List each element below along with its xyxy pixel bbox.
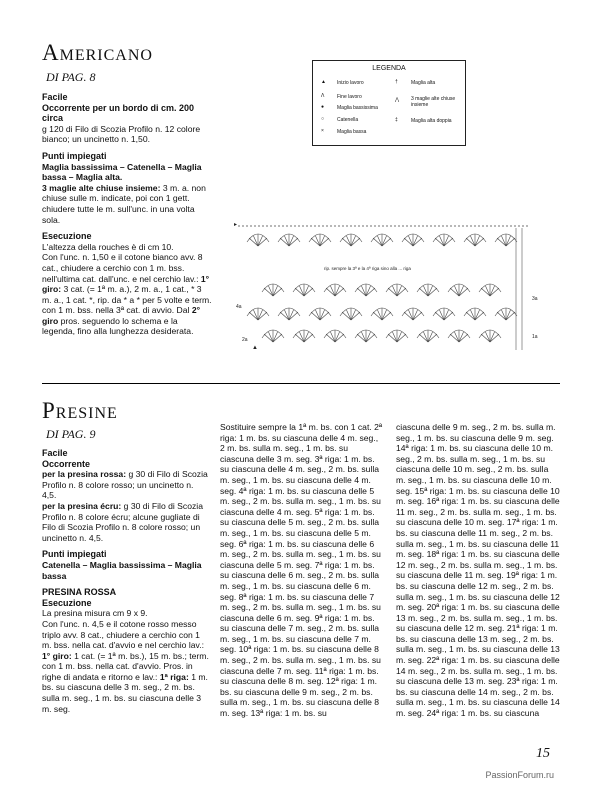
stitch-mark bbox=[258, 310, 263, 320]
legend-item-tr: Maglia alta doppia bbox=[411, 118, 452, 124]
stitch-mark bbox=[289, 310, 294, 320]
stitch-mark bbox=[382, 312, 391, 320]
stitch-mark bbox=[486, 286, 491, 296]
stitch-mark bbox=[304, 286, 309, 296]
stitch-mark bbox=[440, 310, 445, 320]
stitch-mark bbox=[342, 312, 351, 320]
esecuzione-heading: Esecuzione bbox=[42, 231, 92, 242]
stitch-mark bbox=[280, 312, 289, 320]
crochet-diagram bbox=[228, 208, 558, 358]
stitch-mark bbox=[490, 334, 499, 342]
stitch-mark bbox=[424, 286, 429, 296]
stitch-mark bbox=[435, 312, 444, 320]
stitch-mark bbox=[393, 286, 398, 296]
label-4a: 4a bbox=[236, 304, 242, 310]
stitch-mark bbox=[331, 332, 336, 342]
stitch-mark bbox=[419, 334, 428, 342]
stitch-mark bbox=[413, 236, 418, 246]
stitch-mark bbox=[419, 288, 428, 296]
stitch-mark bbox=[366, 286, 371, 296]
stitch-mark bbox=[335, 334, 344, 342]
diagram-vertical-lines bbox=[516, 228, 522, 350]
stitch-mark bbox=[300, 332, 305, 342]
stitch-mark bbox=[490, 286, 495, 296]
stitch-mark bbox=[444, 312, 453, 320]
stitch-mark bbox=[466, 238, 475, 246]
stitch-mark bbox=[382, 236, 387, 246]
diagram-svg bbox=[228, 208, 558, 358]
occ-ecru bbox=[42, 501, 210, 543]
stitch-mark bbox=[409, 310, 414, 320]
stitch-mark bbox=[459, 332, 464, 342]
stitch-mark bbox=[424, 332, 429, 342]
punti-list: Maglia bassissima – Catenella – Maglia bassa – Maglia alta. bbox=[42, 161, 202, 183]
stitch-mark bbox=[486, 332, 491, 342]
presine-column-3 bbox=[396, 422, 560, 719]
stitch-mark bbox=[273, 288, 282, 296]
americano-subtitle: DI PAG. 8 bbox=[46, 70, 96, 84]
stitch-mark bbox=[373, 312, 382, 320]
stitch-mark bbox=[269, 332, 274, 342]
stitch-mark bbox=[459, 288, 468, 296]
label-1a: 1a bbox=[532, 334, 538, 340]
presina-rossa-heading: PRESINA ROSSA bbox=[42, 587, 117, 598]
stitch-mark bbox=[506, 310, 511, 320]
esec-part-b: Con l'unc. n. 1,50 e il cotone bianco avv. 8 cat., chiudere a cerchio con 1 m. bss. nell'ultima cat. dall'unc. e nel cerchio lav.: bbox=[42, 252, 203, 284]
stitch-mark bbox=[264, 288, 273, 296]
legend-box bbox=[312, 60, 466, 146]
presine-column-2 bbox=[220, 422, 384, 719]
stitch-mark bbox=[362, 286, 367, 296]
presine-occ-heading: Occorrente bbox=[42, 458, 91, 469]
stitch-mark bbox=[258, 236, 263, 246]
presine-level: Facile bbox=[42, 448, 68, 458]
stitch-mark bbox=[331, 286, 336, 296]
stitch-mark bbox=[497, 312, 506, 320]
page-number: 15 bbox=[536, 746, 550, 761]
presine-subtitle: DI PAG. 9 bbox=[46, 427, 96, 441]
stitch-mark bbox=[304, 288, 313, 296]
stitch-mark bbox=[409, 236, 414, 246]
legend-slipstitch-icon: ● bbox=[321, 104, 325, 110]
stitch-mark bbox=[397, 286, 402, 296]
c1-riga1: 1ª riga: bbox=[159, 671, 189, 682]
stitch-mark bbox=[481, 288, 490, 296]
legend-title: LEGENDA bbox=[372, 65, 406, 72]
stitch-mark bbox=[289, 312, 298, 320]
stitch-mark bbox=[444, 238, 453, 246]
stitch-mark bbox=[351, 310, 356, 320]
stitch-mark bbox=[347, 310, 352, 320]
stitch-mark bbox=[285, 310, 290, 320]
giro1-label: 1° giro: bbox=[42, 273, 210, 295]
occ-ecru-label: per la presina écru: bbox=[42, 500, 122, 511]
occ-rossa bbox=[42, 469, 210, 501]
stitch-mark bbox=[475, 238, 484, 246]
stitch-mark bbox=[413, 312, 422, 320]
stitch-mark bbox=[273, 286, 278, 296]
stitch-mark bbox=[335, 332, 340, 342]
stitch-mark bbox=[273, 332, 278, 342]
occorrente-heading: Occorrente per un bordo di cm. 200 circa bbox=[42, 102, 195, 124]
americano-text-column bbox=[42, 92, 212, 337]
stitch-mark bbox=[440, 236, 445, 246]
stitch-mark bbox=[471, 310, 476, 320]
stitch-mark bbox=[351, 236, 356, 246]
stitch-mark bbox=[459, 286, 464, 296]
presine-punti-heading: Punti impiegati bbox=[42, 549, 107, 560]
stitch-mark bbox=[320, 312, 329, 320]
maglie-paragraph bbox=[42, 183, 212, 225]
stitch-mark bbox=[475, 310, 480, 320]
stitch-mark bbox=[254, 236, 259, 246]
stitch-mark bbox=[264, 334, 273, 342]
stitch-mark bbox=[249, 312, 258, 320]
stitch-mark bbox=[397, 334, 406, 342]
stitch-mark bbox=[490, 288, 499, 296]
stitch-mark bbox=[320, 310, 325, 320]
stitch-mark bbox=[311, 312, 320, 320]
stitch-mark bbox=[428, 286, 433, 296]
stitch-mark bbox=[357, 288, 366, 296]
giro2-label: 2° giro bbox=[42, 305, 201, 326]
stitch-mark bbox=[300, 286, 305, 296]
stitch-mark bbox=[335, 286, 340, 296]
stitch-mark bbox=[444, 236, 449, 246]
stitch-mark bbox=[506, 238, 515, 246]
esecuzione-intro: L'altezza della rouches è di cm 10. bbox=[42, 241, 174, 252]
stitch-mark bbox=[342, 238, 351, 246]
esecuzione-paragraph bbox=[42, 252, 212, 337]
diagram-start-marker: ▸ bbox=[234, 222, 238, 228]
stitch-mark bbox=[285, 236, 290, 246]
stitch-mark bbox=[475, 312, 484, 320]
stitch-mark bbox=[502, 310, 507, 320]
stitch-mark bbox=[428, 288, 437, 296]
legend-tr-icon: ‡ bbox=[395, 117, 398, 123]
stitch-mark bbox=[357, 334, 366, 342]
stitch-mark bbox=[366, 332, 371, 342]
presine-punti-list: Catenella – Maglia bassissima – Maglia bassa bbox=[42, 559, 202, 581]
stitch-mark bbox=[304, 332, 309, 342]
legend-item-end: Fine lavoro bbox=[337, 94, 362, 100]
stitch-mark bbox=[373, 238, 382, 246]
stitch-mark bbox=[382, 238, 391, 246]
stitch-mark bbox=[351, 312, 360, 320]
stitch-mark bbox=[490, 332, 495, 342]
stitch-mark bbox=[351, 238, 360, 246]
c1-d: 1 m. bs. su ciascuna delle 3 m. seg., 2 m. bs. sulla m. seg., 1 m. bs. su ciascuna delle 3 m. seg. bbox=[42, 671, 208, 714]
label-3a: 3a bbox=[532, 296, 538, 302]
stitch-mark bbox=[316, 236, 321, 246]
occ-rossa-label: per la presina rossa: bbox=[42, 469, 127, 480]
legend-item-slipstitch: Maglia bassissima bbox=[337, 105, 378, 111]
stitch-mark bbox=[258, 238, 267, 246]
legend-dc-icon: † bbox=[395, 79, 398, 85]
stitch-mark bbox=[404, 238, 413, 246]
stitch-mark bbox=[455, 332, 460, 342]
legend-item-chain: Catenella bbox=[337, 117, 359, 123]
stitch-mark bbox=[393, 332, 398, 342]
stitch-mark bbox=[249, 238, 258, 246]
legend-sc-icon: × bbox=[321, 128, 324, 134]
stitch-mark bbox=[397, 288, 406, 296]
stitch-mark bbox=[295, 334, 304, 342]
presine-esec-paragraph bbox=[42, 619, 210, 714]
esec-part-c: 3 cat. (= 1ª m. a.), 2 m. a., 1 cat., * 3 m. a., 1 cat. *, rip. da * a * per 5 volte e term. con 1 m. bss. nella 3ª cat. di avvio. Dal bbox=[42, 284, 212, 316]
level-label: Facile bbox=[42, 92, 68, 102]
stitch-mark bbox=[428, 334, 437, 342]
presine-size: La presina misura cm 9 x 9. bbox=[42, 608, 148, 619]
stitch-mark bbox=[335, 288, 344, 296]
stitch-mark bbox=[382, 310, 387, 320]
stitch-mark bbox=[497, 238, 506, 246]
stitch-mark bbox=[362, 332, 367, 342]
diagram-fans bbox=[247, 234, 517, 342]
stitch-mark bbox=[506, 312, 515, 320]
stitch-mark bbox=[388, 288, 397, 296]
column-2-text: Sostituire sempre la 1ª m. bs. con 1 cat. 2ª riga: 1 m. bs. su ciascuna delle 4 m. seg., 2 m. bs. sulla m. seg., 1 m. bs. su ciascuna delle 3 m. seg. 3ª riga: 1 m. bs. su ciascuna delle 4 m. seg., 2 m. bs. sulla m. seg., 1 m. bs. su ciascuna delle 4 m. seg. 4ª riga: 1 m. bs. su ciascuna delle 5 m. seg., 2 m. bs. sulla m. seg., 1 m. bs. su ciascuna delle 4 m. seg. 5ª riga: 1 m. bs. su ciascuna delle 5 m. seg., 2 m. bs. sulla m. seg., 1 m. bs. su ciascuna delle 5 m. seg. 6ª riga: 1 m. bs. su ciascuna delle 6 m. seg., 2 m. bs. sulla m. seg., 1 m. bs. su ciascuna delle 5 m. seg. 7ª riga: 1 m. bs. su ciascuna delle 6 m. seg., 2 m. bs. sulla m. seg., 1 m. bs. su ciascuna delle 6 m. seg. 8ª riga: 1 m. bs. su ciascuna delle 7 m. seg., 2 m. bs. sulla m. seg., 1 m. bs. su ciascuna delle 6 m. seg. 9ª riga: 1 m. bs. su ciascuna delle 7 m. seg., 2 m. bs. sulla m. seg., 1 m. bs. su ciascuna delle 7 m. seg. 10ª riga: 1 m. bs. su ciascuna delle 8 m. seg., 2 m. bs. sulla m. seg., 1 m. bs. su ciascuna delle 7 m. seg. 11ª riga: 1 m. bs. su ciascuna delle 8 m. seg. 12ª riga: 1 m. bs. su ciascuna delle 9 m. seg., 2 m. bs. sulla m. seg., 1 m. bs. su ciascuna delle 8 m. seg. 13ª riga: 1 m. bs. su bbox=[220, 422, 383, 719]
stitch-mark bbox=[471, 236, 476, 246]
stitch-mark bbox=[413, 310, 418, 320]
stitch-mark bbox=[304, 334, 313, 342]
diagram-note: rip. sempre la 3ª e la 4ª riga sino alla ... riga bbox=[324, 266, 411, 271]
stitch-mark bbox=[397, 332, 402, 342]
stitch-mark bbox=[289, 236, 294, 246]
stitch-mark bbox=[320, 238, 329, 246]
stitch-mark bbox=[475, 236, 480, 246]
stitch-mark bbox=[258, 312, 267, 320]
esec-part-d: pros. seguendo lo schema e la legenda, fino alla lunghezza desiderata. bbox=[42, 315, 194, 337]
stitch-mark bbox=[273, 334, 282, 342]
legend-item-3dc: 3 maglie alte chiuse insieme bbox=[411, 96, 456, 108]
stitch-mark bbox=[378, 310, 383, 320]
stitch-mark bbox=[455, 286, 460, 296]
legend-start-icon: ▲ bbox=[321, 79, 326, 85]
stitch-mark bbox=[450, 334, 459, 342]
stitch-mark bbox=[506, 236, 511, 246]
stitch-mark bbox=[326, 288, 335, 296]
section-divider bbox=[42, 383, 560, 384]
stitch-mark bbox=[459, 334, 468, 342]
stitch-mark bbox=[366, 288, 375, 296]
stitch-mark bbox=[481, 334, 490, 342]
stitch-mark bbox=[326, 334, 335, 342]
stitch-mark bbox=[428, 332, 433, 342]
stitch-mark bbox=[347, 236, 352, 246]
maglie-bold: 3 maglie alte chiuse insieme: bbox=[42, 182, 161, 193]
stitch-mark bbox=[295, 288, 304, 296]
watermark: PassionForum.ru bbox=[485, 770, 554, 780]
stitch-mark bbox=[311, 238, 320, 246]
stitch-mark bbox=[320, 236, 325, 246]
label-2a: 2a bbox=[242, 337, 248, 343]
occ-rossa-text: g 30 di Filo di Scozia Profilo n. 8 colore rosso; un uncinetto n. 4,5. bbox=[42, 469, 208, 501]
c1-b: Con l'unc. n. 4,5 e il cotone rosso messo triplo avv. 8 cat., chiudere a cerchio con 1 m. bss. nella cat. d'avvio e nel cerchio lav.: bbox=[42, 618, 204, 651]
occ-ecru-text: g 30 di Filo di Scozia Profilo n. 8 colore écru; alcune gugliate di Filo di Scozia Profilo n. 8 colore rosso; un uncinetto n. 4,5. bbox=[42, 500, 203, 543]
stitch-mark bbox=[254, 310, 259, 320]
c1-giro1: 1° giro: bbox=[42, 650, 72, 661]
legend-end-icon: Ʌ bbox=[321, 93, 325, 99]
presine-esec-heading: Esecuzione bbox=[42, 597, 92, 608]
column-3-text: ciascuna delle 9 m. seg., 2 m. bs. sulla m. seg., 1 m. bs. su ciascuna delle 9 m. seg. 14ª riga: 1 m. bs. su ciascuna delle 10 m. seg., 2 m. bs. sulla m. seg., 1 m. bs. su ciascuna delle 10 m. seg., 2 m. bs. sulla m. seg., 1 m. bs. su ciascuna delle 10 m. seg. 15ª riga: 1 m. bs. su ciascuna delle 10 m. seg. 16ª riga: 1 m. bs. su ciascuna delle 11 m. seg., 2 m. bs. sulla m. seg., 1 m. bs. su ciascuna delle 10 m. seg. 17ª riga: 1 m. bs. su ciascuna delle 11 m. seg., 2 m. bs. sulla m. seg., 1 m. bs. su ciascuna delle 11 m. seg. 18ª riga: 1 m. bs. su ciascuna delle 12 m. seg., 2 m. bs. sulla m. seg., 1 m. bs. su ciascuna delle 11 m. seg. 19ª riga: 1 m. bs. su ciascuna delle 12 m. seg., 2 m. bs. sulla m. seg., 1 m. bs. su ciascuna delle 12 m. seg. 20ª riga: 1 m. bs. su ciascuna delle 13 m. seg., 2 m. bs. sulla m. seg., 1 m. bs. su ciascuna delle 12 m. seg. 21ª riga: 1 m. bs. su ciascuna delle 13 m. seg., 2 m. bs. sulla m. seg., 1 m. bs. su ciascuna delle 13 m. seg. 22ª riga: 1 m. bs. su ciascuna delle 14 m. seg., 2 m. bs. sulla m. seg., 1 m. bs. su ciascuna delle 13 m. seg. 23ª riga: 1 m. bs. su ciascuna delle 14 m. seg., 2 m. bs. sulla m. seg., 1 m. bs. su ciascuna delle 14 m. seg. 24ª riga: 1 m. bs. su ciascuna bbox=[396, 422, 560, 719]
stitch-mark bbox=[280, 238, 289, 246]
legend-item-sc: Maglia bassa bbox=[337, 129, 367, 135]
legend-3dc-icon: ⋀ bbox=[395, 97, 400, 103]
punti-heading: Punti impiegati bbox=[42, 150, 107, 161]
c1-c: 1 cat. (= 1ª m. bs.), 15 m. bs.; term. con 1 m. bss. nella cat. d'avvio. Pros. in righe di andata e ritorno e lav.: bbox=[42, 650, 209, 682]
stitch-mark bbox=[366, 334, 375, 342]
stitch-mark bbox=[269, 286, 274, 296]
presine-title: Presine bbox=[42, 398, 118, 423]
stitch-mark bbox=[404, 312, 413, 320]
stitch-mark bbox=[466, 312, 475, 320]
diagram-end-marker: ▲ bbox=[252, 345, 258, 351]
stitch-mark bbox=[289, 238, 298, 246]
stitch-mark bbox=[316, 310, 321, 320]
maglie-rest: 3 m. a. non chiuse sulle m. indicate, poi con 1 gett. chiudere tutte le m. sull'unc. in una volta sola. bbox=[42, 182, 206, 225]
americano-title: Americano bbox=[42, 40, 153, 65]
legend-item-dc: Maglia alta bbox=[411, 80, 436, 86]
legend-chain-icon: ○ bbox=[321, 116, 325, 122]
stitch-mark bbox=[378, 236, 383, 246]
stitch-mark bbox=[388, 334, 397, 342]
stitch-mark bbox=[444, 310, 449, 320]
legend-item-start: Inizio lavoro bbox=[337, 80, 364, 86]
stitch-mark bbox=[435, 238, 444, 246]
stitch-mark bbox=[450, 288, 459, 296]
presine-column-1 bbox=[42, 448, 210, 714]
stitch-mark bbox=[502, 236, 507, 246]
materials-text: g 120 di Filo di Scozia Profilo n. 12 colore bianco; un uncinetto n. 1,50. bbox=[42, 123, 201, 145]
stitch-mark bbox=[413, 238, 422, 246]
